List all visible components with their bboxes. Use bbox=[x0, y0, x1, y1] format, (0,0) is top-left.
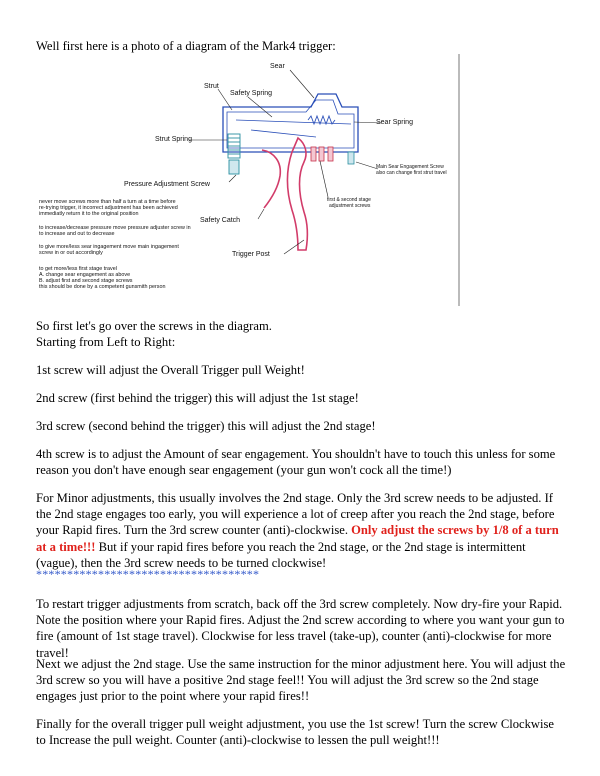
paragraph-screw-1: 1st screw will adjust the Overall Trigger pull Weight! bbox=[36, 363, 305, 377]
trigger-housing bbox=[223, 94, 358, 152]
note-2-line-2: to increase and out to decrease bbox=[39, 231, 115, 237]
diagram-notes bbox=[39, 199, 191, 290]
stage-adjustment-screws bbox=[311, 147, 333, 161]
label-trigger-post: Trigger Post bbox=[232, 251, 270, 258]
strut-spring-coil bbox=[228, 134, 240, 158]
note-2-line-1: to increase/decrease pressure move pressure adjuster screw in bbox=[39, 225, 191, 231]
label-safety-spring: Safety Spring bbox=[230, 90, 273, 97]
paragraph-screw-2: 2nd screw (first behind the trigger) this will adjust the 1st stage! bbox=[36, 391, 359, 405]
label-strut: Strut bbox=[204, 83, 219, 90]
main-sear-screw bbox=[348, 152, 354, 164]
note-3-line-2: screw in or out accordingly bbox=[39, 250, 103, 256]
intro-text: Well first here is a photo of a diagram of the Mark4 trigger: bbox=[36, 39, 336, 53]
note-4-line-3: B. adjust first and second stage screws bbox=[39, 278, 133, 284]
label-pressure-adjustment: Pressure Adjustment Screw bbox=[124, 181, 210, 188]
screw-overview-line-2: Starting from Left to Right: bbox=[36, 335, 176, 350]
paragraph-second-stage: Next we adjust the 2nd stage. Use the same instruction for the minor adjustment here. You will adjust the 3rd screw so you will have a positive 2nd stage feel!! You will adjust the 3rd screw so the 2nd stage engages just prior to the point where your rapid fires!! bbox=[36, 657, 566, 704]
note-4-line-1: to get more/less first stage travel bbox=[39, 266, 117, 272]
trigger-diagram bbox=[36, 52, 466, 308]
note-1-line-2: re-trying trigger, it incorrect adjustment has been achieved bbox=[39, 205, 178, 211]
note-1-line-1: never move screws more than half a turn at a time before bbox=[39, 199, 176, 205]
safety-catch bbox=[262, 150, 280, 208]
warning-eighth-turn: Only adjust the screws by 1/8 of a turn at a time!!! bbox=[36, 523, 559, 554]
asterisk-divider: ************************************ bbox=[36, 567, 260, 581]
paragraph-minor-adjustments bbox=[36, 490, 566, 571]
note-4-line-4: this should be done by a competent gunsmith person bbox=[39, 284, 166, 290]
trigger-blade bbox=[288, 138, 308, 250]
paragraph-screw-4: 4th screw is to adjust the Amount of sear engagement. You shouldn't have to touch this unless for some reason you don't have enough sear engagement (your gun won't cock all the time!) bbox=[36, 447, 556, 478]
minor-adjustments-text-b: But if your rapid fires before you reach the 2nd stage, or the 2nd stage is intermittent (vague), then the 3rd screw needs to be turned clockwise! bbox=[36, 539, 526, 570]
paragraph-screw-3: 3rd screw (second behind the trigger) this will adjust the 2nd stage! bbox=[36, 419, 376, 433]
pressure-adjustment-screw bbox=[229, 160, 239, 174]
paragraph-pull-weight: Finally for the overall trigger pull weight adjustment, you use the 1st screw! Turn the screw Clockwise to Increase the pull weight. Counter (anti)-clockwise to lessen the pull weight!!! bbox=[36, 717, 554, 748]
note-1-line-3: immediatly return it to the original position bbox=[39, 211, 139, 217]
screw-overview-line-1: So first let's go over the screws in the diagram. bbox=[36, 319, 272, 333]
label-sear-spring: Sear Spring bbox=[376, 119, 413, 126]
label-main-sear-screw-1: Main Sear Engagement Screw bbox=[376, 164, 444, 170]
label-sear: Sear bbox=[270, 63, 285, 70]
note-3-line-1: to give more/less sear ingagement move main ingagement bbox=[39, 244, 179, 250]
label-stage-screws-1: first & second stage bbox=[327, 197, 371, 203]
label-strut-spring: Strut Spring bbox=[155, 136, 192, 143]
label-main-sear-screw-2: also can change first strut travel bbox=[376, 170, 447, 176]
minor-adjustments-text-a: For Minor adjustments, this usually involves the 2nd stage. Only the 3rd screw needs to be adjusted. If the 2nd stage engages too early, you will experience a lot of creep after you reach the 2nd stage, before your Rapid fires. Turn the 3rd screw counter (anti)-clockwise. bbox=[36, 491, 555, 538]
paragraph-restart-adjustments: To restart trigger adjustments from scratch, back off the 3rd screw completely. Now dry-fire your Rapid. Note the position where your Rapid fires. Adjust the 2nd screw according to where you want your gun to fire (amount of 1st stage travel). Clockwise for less travel (take-up), counter (anti)-clockwise for more travel! bbox=[36, 597, 565, 660]
note-4-line-2: A. change sear engagement as above bbox=[39, 272, 131, 278]
paragraph-screw-overview bbox=[36, 318, 566, 350]
label-safety-catch: Safety Catch bbox=[200, 217, 241, 224]
label-stage-screws-2: adjustment screws bbox=[329, 203, 371, 209]
